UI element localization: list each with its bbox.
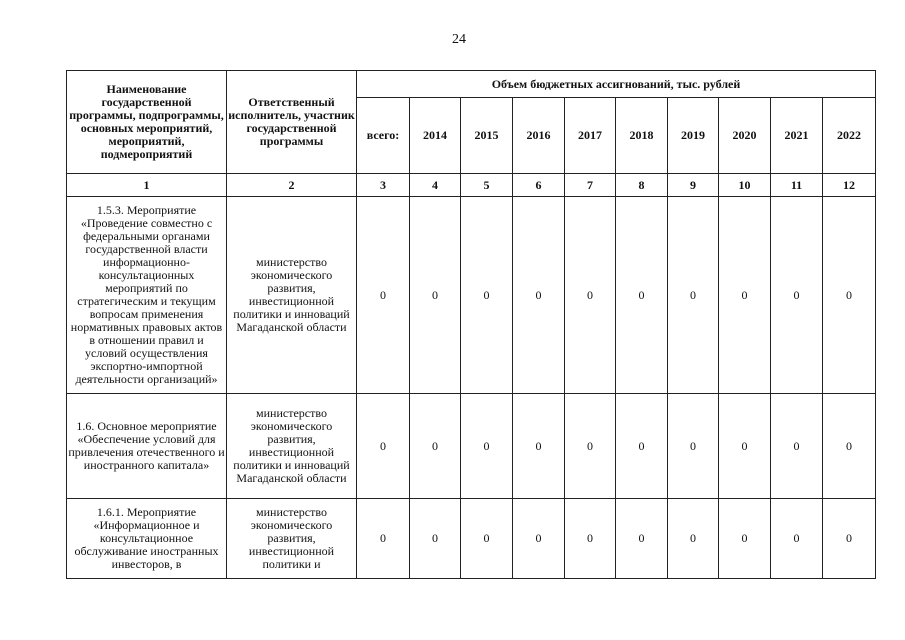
header-year: 2018 (616, 98, 668, 174)
budget-value: 0 (461, 197, 513, 394)
budget-value: 0 (357, 499, 410, 579)
budget-value: 0 (410, 394, 461, 499)
responsible-executor: министерство экономического развития, инвестиционной политики и инноваций Магаданской области (227, 197, 357, 394)
column-number: 5 (461, 174, 513, 197)
column-number: 4 (410, 174, 461, 197)
header-year: 2017 (565, 98, 616, 174)
budget-value: 0 (565, 394, 616, 499)
budget-value: 0 (410, 197, 461, 394)
budget-value: 0 (771, 394, 823, 499)
column-number: 12 (823, 174, 876, 197)
budget-value: 0 (823, 499, 876, 579)
budget-value: 0 (823, 394, 876, 499)
budget-value: 0 (513, 499, 565, 579)
budget-value: 0 (719, 499, 771, 579)
budget-value: 0 (668, 197, 719, 394)
budget-value: 0 (771, 499, 823, 579)
budget-value: 0 (823, 197, 876, 394)
column-number: 10 (719, 174, 771, 197)
column-number: 1 (67, 174, 227, 197)
activity-name: 1.6. Основное мероприятие «Обеспечение условий для привлечения отечественного и иностранного капитала» (67, 394, 227, 499)
header-name: Наименование государственной программы, подпрограммы, основных мероприятий, мероприятий, подмероприятий (67, 71, 227, 174)
budget-value: 0 (461, 394, 513, 499)
header-row-top (67, 71, 876, 98)
budget-value: 0 (461, 499, 513, 579)
budget-value: 0 (719, 197, 771, 394)
budget-value: 0 (616, 394, 668, 499)
budget-value: 0 (513, 394, 565, 499)
activity-name: 1.6.1. Мероприятие «Информационное и консультационное обслуживание иностранных инвесторов, в (67, 499, 227, 579)
budget-value: 0 (565, 499, 616, 579)
column-number-row (67, 174, 876, 197)
header-year: 2021 (771, 98, 823, 174)
budget-value: 0 (616, 499, 668, 579)
column-number: 2 (227, 174, 357, 197)
table-row (67, 394, 876, 499)
header-executor: Ответственный исполнитель, участник государственной программы (227, 71, 357, 174)
budget-value: 0 (565, 197, 616, 394)
column-number: 7 (565, 174, 616, 197)
header-year: 2022 (823, 98, 876, 174)
header-budget-group: Объем бюджетных ассигнований, тыс. рублей (357, 71, 876, 98)
header-year: 2020 (719, 98, 771, 174)
budget-value: 0 (771, 197, 823, 394)
budget-value: 0 (668, 499, 719, 579)
table-row (67, 499, 876, 579)
column-number: 3 (357, 174, 410, 197)
column-number: 6 (513, 174, 565, 197)
column-number: 8 (616, 174, 668, 197)
responsible-executor: министерство экономического развития, инвестиционной политики и инноваций Магаданской области (227, 394, 357, 499)
budget-value: 0 (668, 394, 719, 499)
header-year: 2019 (668, 98, 719, 174)
responsible-executor: министерство экономического развития, инвестиционной политики и (227, 499, 357, 579)
column-number: 11 (771, 174, 823, 197)
budget-value: 0 (513, 197, 565, 394)
budget-value: 0 (357, 197, 410, 394)
budget-value: 0 (410, 499, 461, 579)
header-total: всего: (357, 98, 410, 174)
page-number: 24 (452, 32, 466, 47)
budget-table (66, 70, 876, 579)
header-year: 2014 (410, 98, 461, 174)
header-year: 2016 (513, 98, 565, 174)
budget-value: 0 (357, 394, 410, 499)
budget-value: 0 (719, 394, 771, 499)
budget-value: 0 (616, 197, 668, 394)
column-number: 9 (668, 174, 719, 197)
table-row (67, 197, 876, 394)
activity-name: 1.5.3. Мероприятие «Проведение совместно с федеральными органами государственной власти информационно-консультационных мероприятий по стратегическим и текущим вопросам применения нормативных правовых актов в отношении правил и условий осуществления экспортно-импортной деятельности организаций» (67, 197, 227, 394)
header-year: 2015 (461, 98, 513, 174)
